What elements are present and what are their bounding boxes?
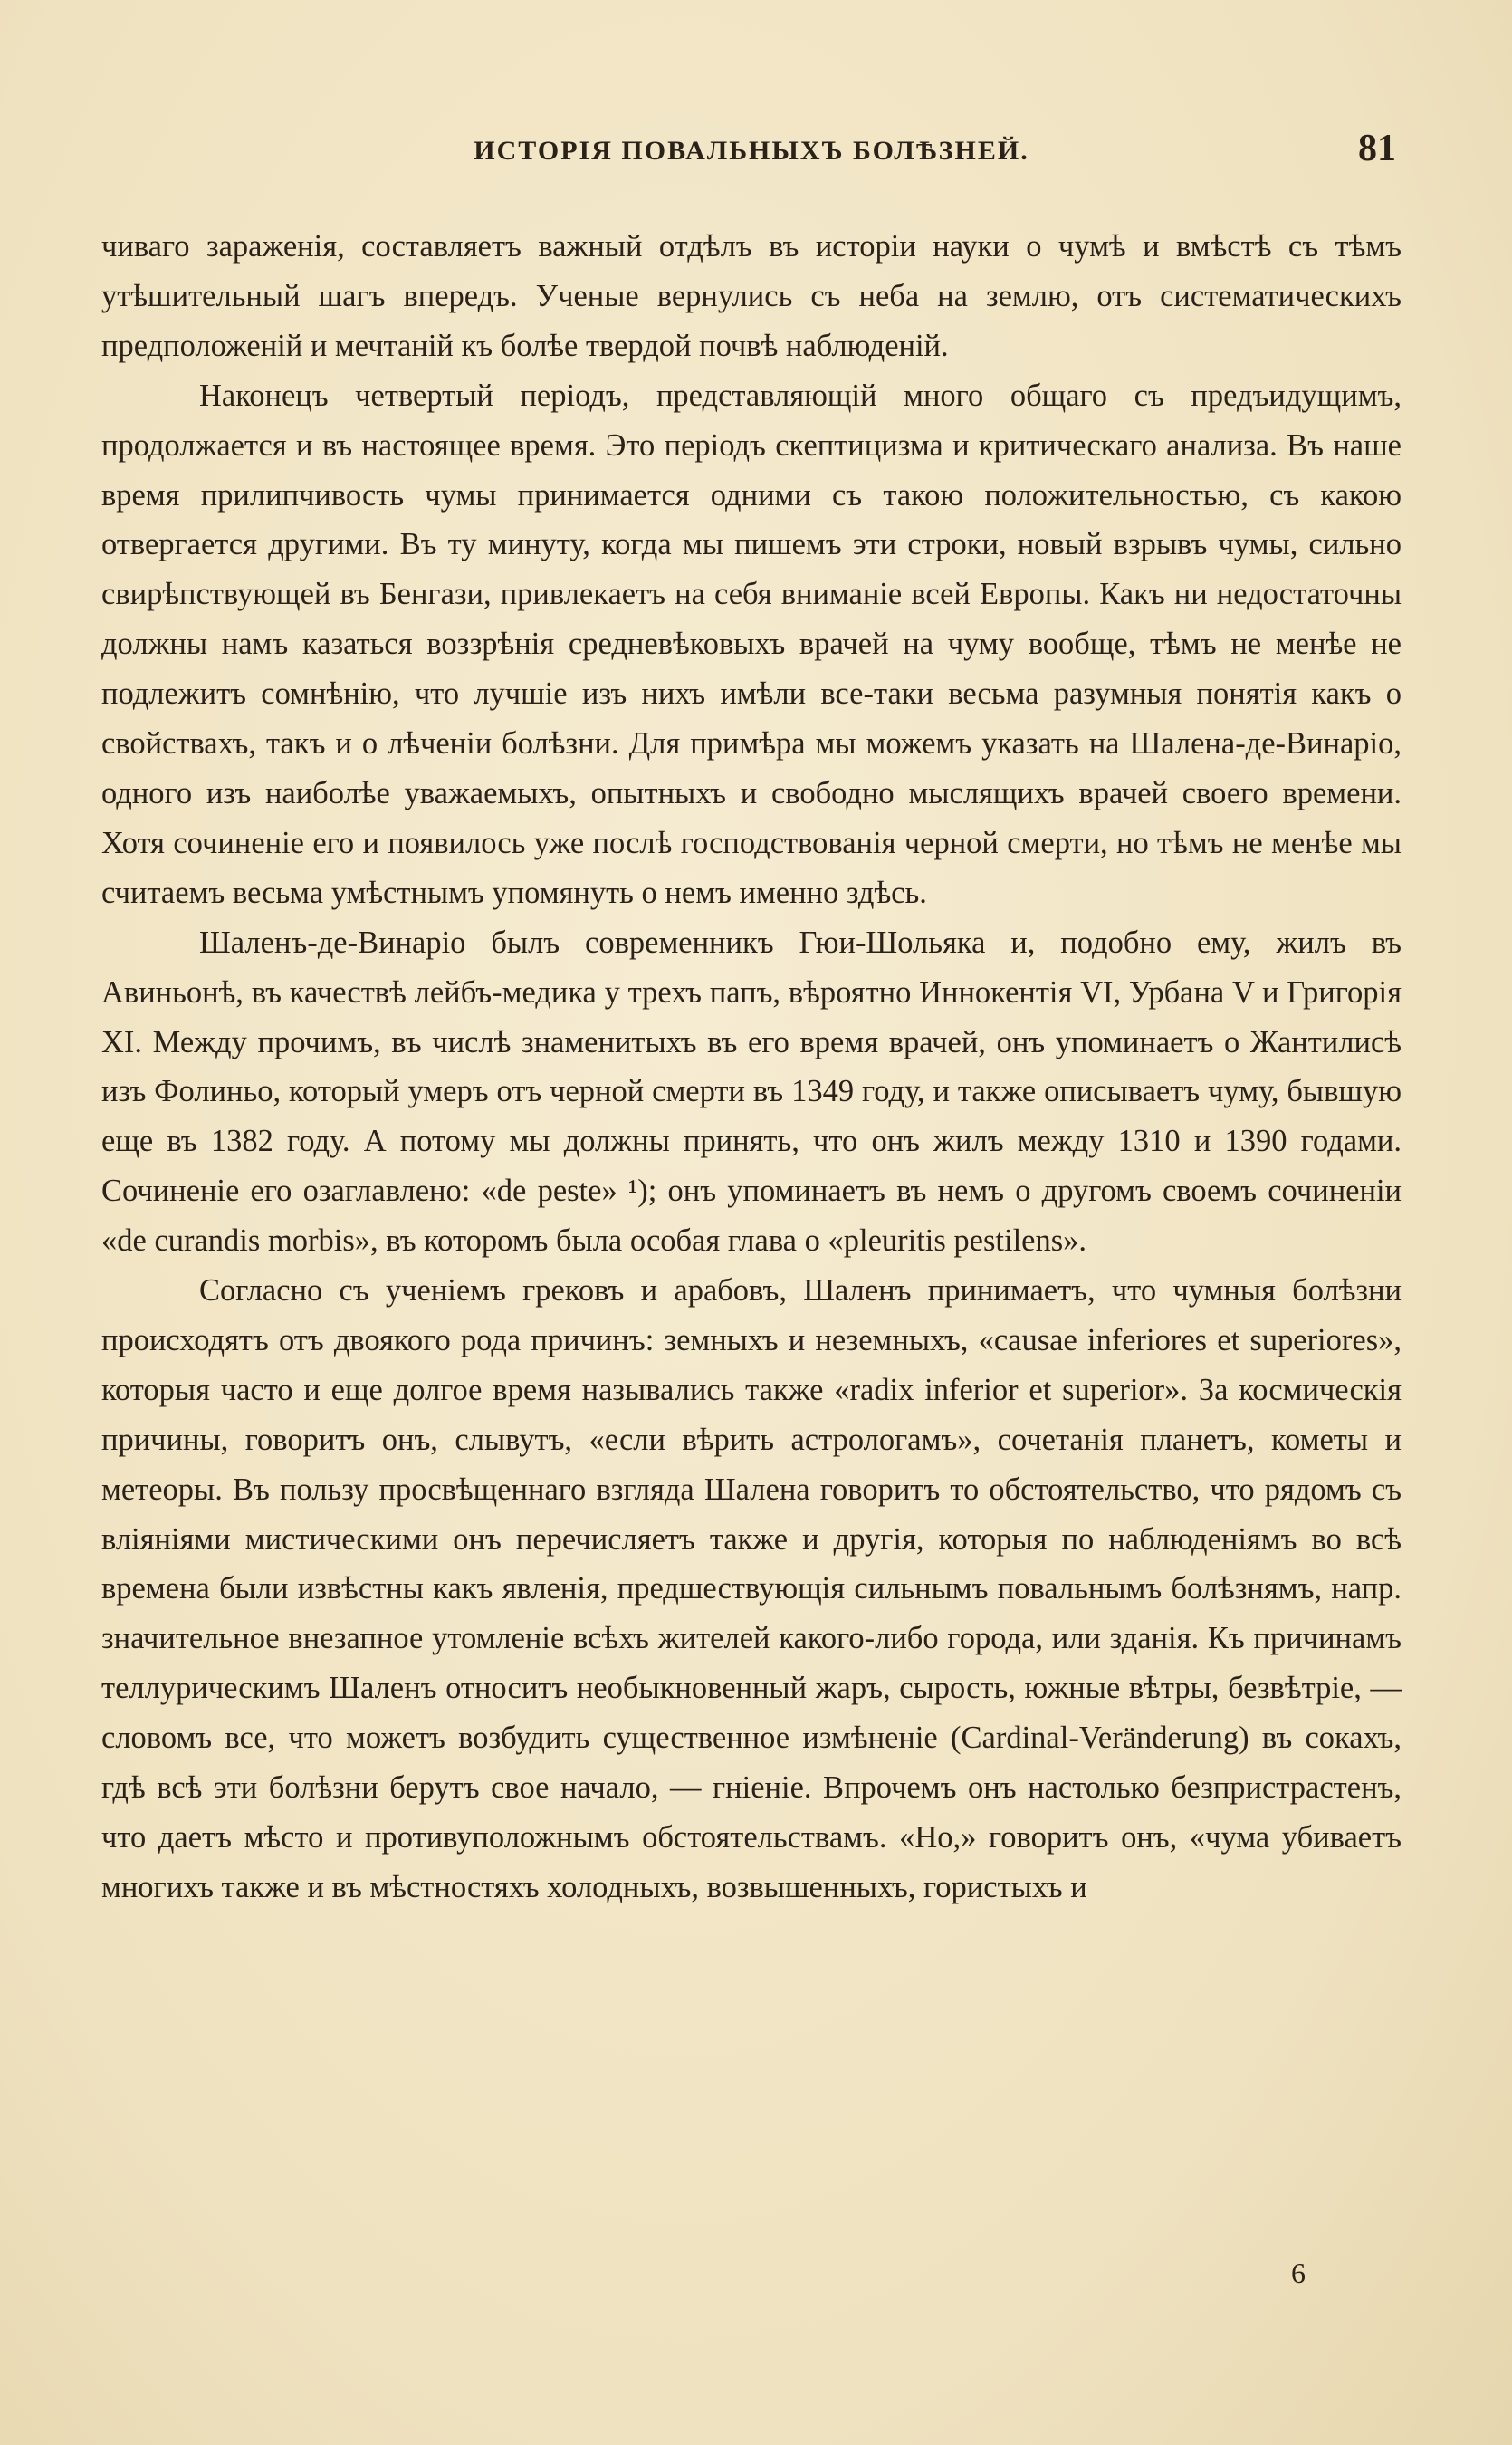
signature-number: 6 xyxy=(1291,2257,1306,2289)
body-text xyxy=(101,222,1402,1913)
paragraph-4: Согласно съ ученіемъ грековъ и арабовъ, Шаленъ принимаетъ, что чумныя болѣзни происходятъ отъ двоякого рода причинъ: земныхъ и неземныхъ, «causae inferiores et superiores», которыя часто и еще долгое время назывались также «radix inferior et superior». За космическія причины, говоритъ онъ, слывутъ, «если вѣрить астрологамъ», сочетанія планетъ, кометы и метеоры. Въ пользу просвѣщеннаго взгляда Шалена говоритъ то обстоятельство, что рядомъ съ вліяніями мистическими онъ перечисляетъ также и другія, которыя по наблюденіямъ во всѣ времена были извѣстны какъ явленія, предшествующія сильнымъ повальнымъ болѣзнямъ, напр. значительное внезапное утомленіе всѣхъ жителей какого-либо города, или зданія. Къ причинамъ теллурическимъ Шаленъ относитъ необыкновенный жаръ, сырость, южные вѣтры, безвѣтріе, — словомъ все, что можетъ возбудить существенное измѣненіе (Cardinal-Veränderung) въ сокахъ, гдѣ всѣ эти болѣзни берутъ свое начало, — гніеніе. Впрочемъ онъ настолько безпристрастенъ, что даетъ мѣсто и противуположнымъ обстоятельствамъ. «Но,» говоритъ онъ, «чума убиваетъ многихъ также и въ мѣстностяхъ холодныхъ, возвышенныхъ, гористыхъ и xyxy=(101,1273,1402,1904)
paragraph-3: Шаленъ-де-Винаріо былъ современникъ Гюи-Шольяка и, подобно ему, жилъ въ Авиньонѣ, въ качествѣ лейбъ-медика у трехъ папъ, вѣроятно Иннокентія VI, Урбана V и Григорія XI. Между прочимъ, въ числѣ знаменитыхъ въ его время врачей, онъ упоминаетъ о Жантилисѣ изъ Фолиньо, который умеръ отъ черной смерти въ 1349 году, и также описываетъ чуму, бывшую еще въ 1382 году. А потому мы должны принять, что онъ жилъ между 1310 и 1390 годами. Сочиненіе его озаглавлено: «de peste» ¹); онъ упоминаетъ въ немъ о другомъ своемъ сочиненіи «de curandis morbis», въ которомъ была особая глава о «pleuritis pestilens». xyxy=(101,925,1402,1259)
running-title: ИСТОРІЯ ПОВАЛЬНЫХЪ БОЛѢЗНЕЙ. xyxy=(474,136,1029,166)
page-header xyxy=(100,127,1403,181)
page-number: 81 xyxy=(1358,128,1396,169)
paragraph-1: чиваго зараженія, составляетъ важный отдѣлъ въ исторіи науки о чумѣ и вмѣстѣ съ тѣмъ утѣшительный шагъ впередъ. Ученые вернулись съ неба на землю, отъ систематическихъ предположеній и мечтаній къ болѣе твердой почвѣ наблюденій. xyxy=(101,229,1402,363)
paragraph-2: Наконецъ четвертый періодъ, представляющій много общаго съ предъидущимъ, продолжается и въ настоящее время. Это періодъ скептицизма и критическаго анализа. Въ наше время прилипчивость чумы принимается одними съ такою положительностью, съ какою отвергается другими. Въ ту минуту, когда мы пишемъ эти строки, новый взрывъ чумы, сильно свирѣпствующей въ Бенгази, привлекаетъ на себя вниманіе всей Европы. Какъ ни недостаточны должны намъ казаться воззрѣнія средневѣковыхъ врачей на чуму вообще, тѣмъ не менѣе не подлежитъ сомнѣнію, что лучшіе изъ нихъ имѣли все-таки весьма разумныя понятія какъ о свойствахъ, такъ и о лѣченіи болѣзни. Для примѣра мы можемъ указать на Шалена-де-Винаріо, одного изъ наиболѣе уважаемыхъ, опытныхъ и свободно мыслящихъ врачей своего времени. Хотя сочиненіе его и появилось уже послѣ господствованія черной смерти, но тѣмъ не менѣе мы считаемъ весьма умѣстнымъ упомянуть о немъ именно здѣсь. xyxy=(101,378,1402,910)
